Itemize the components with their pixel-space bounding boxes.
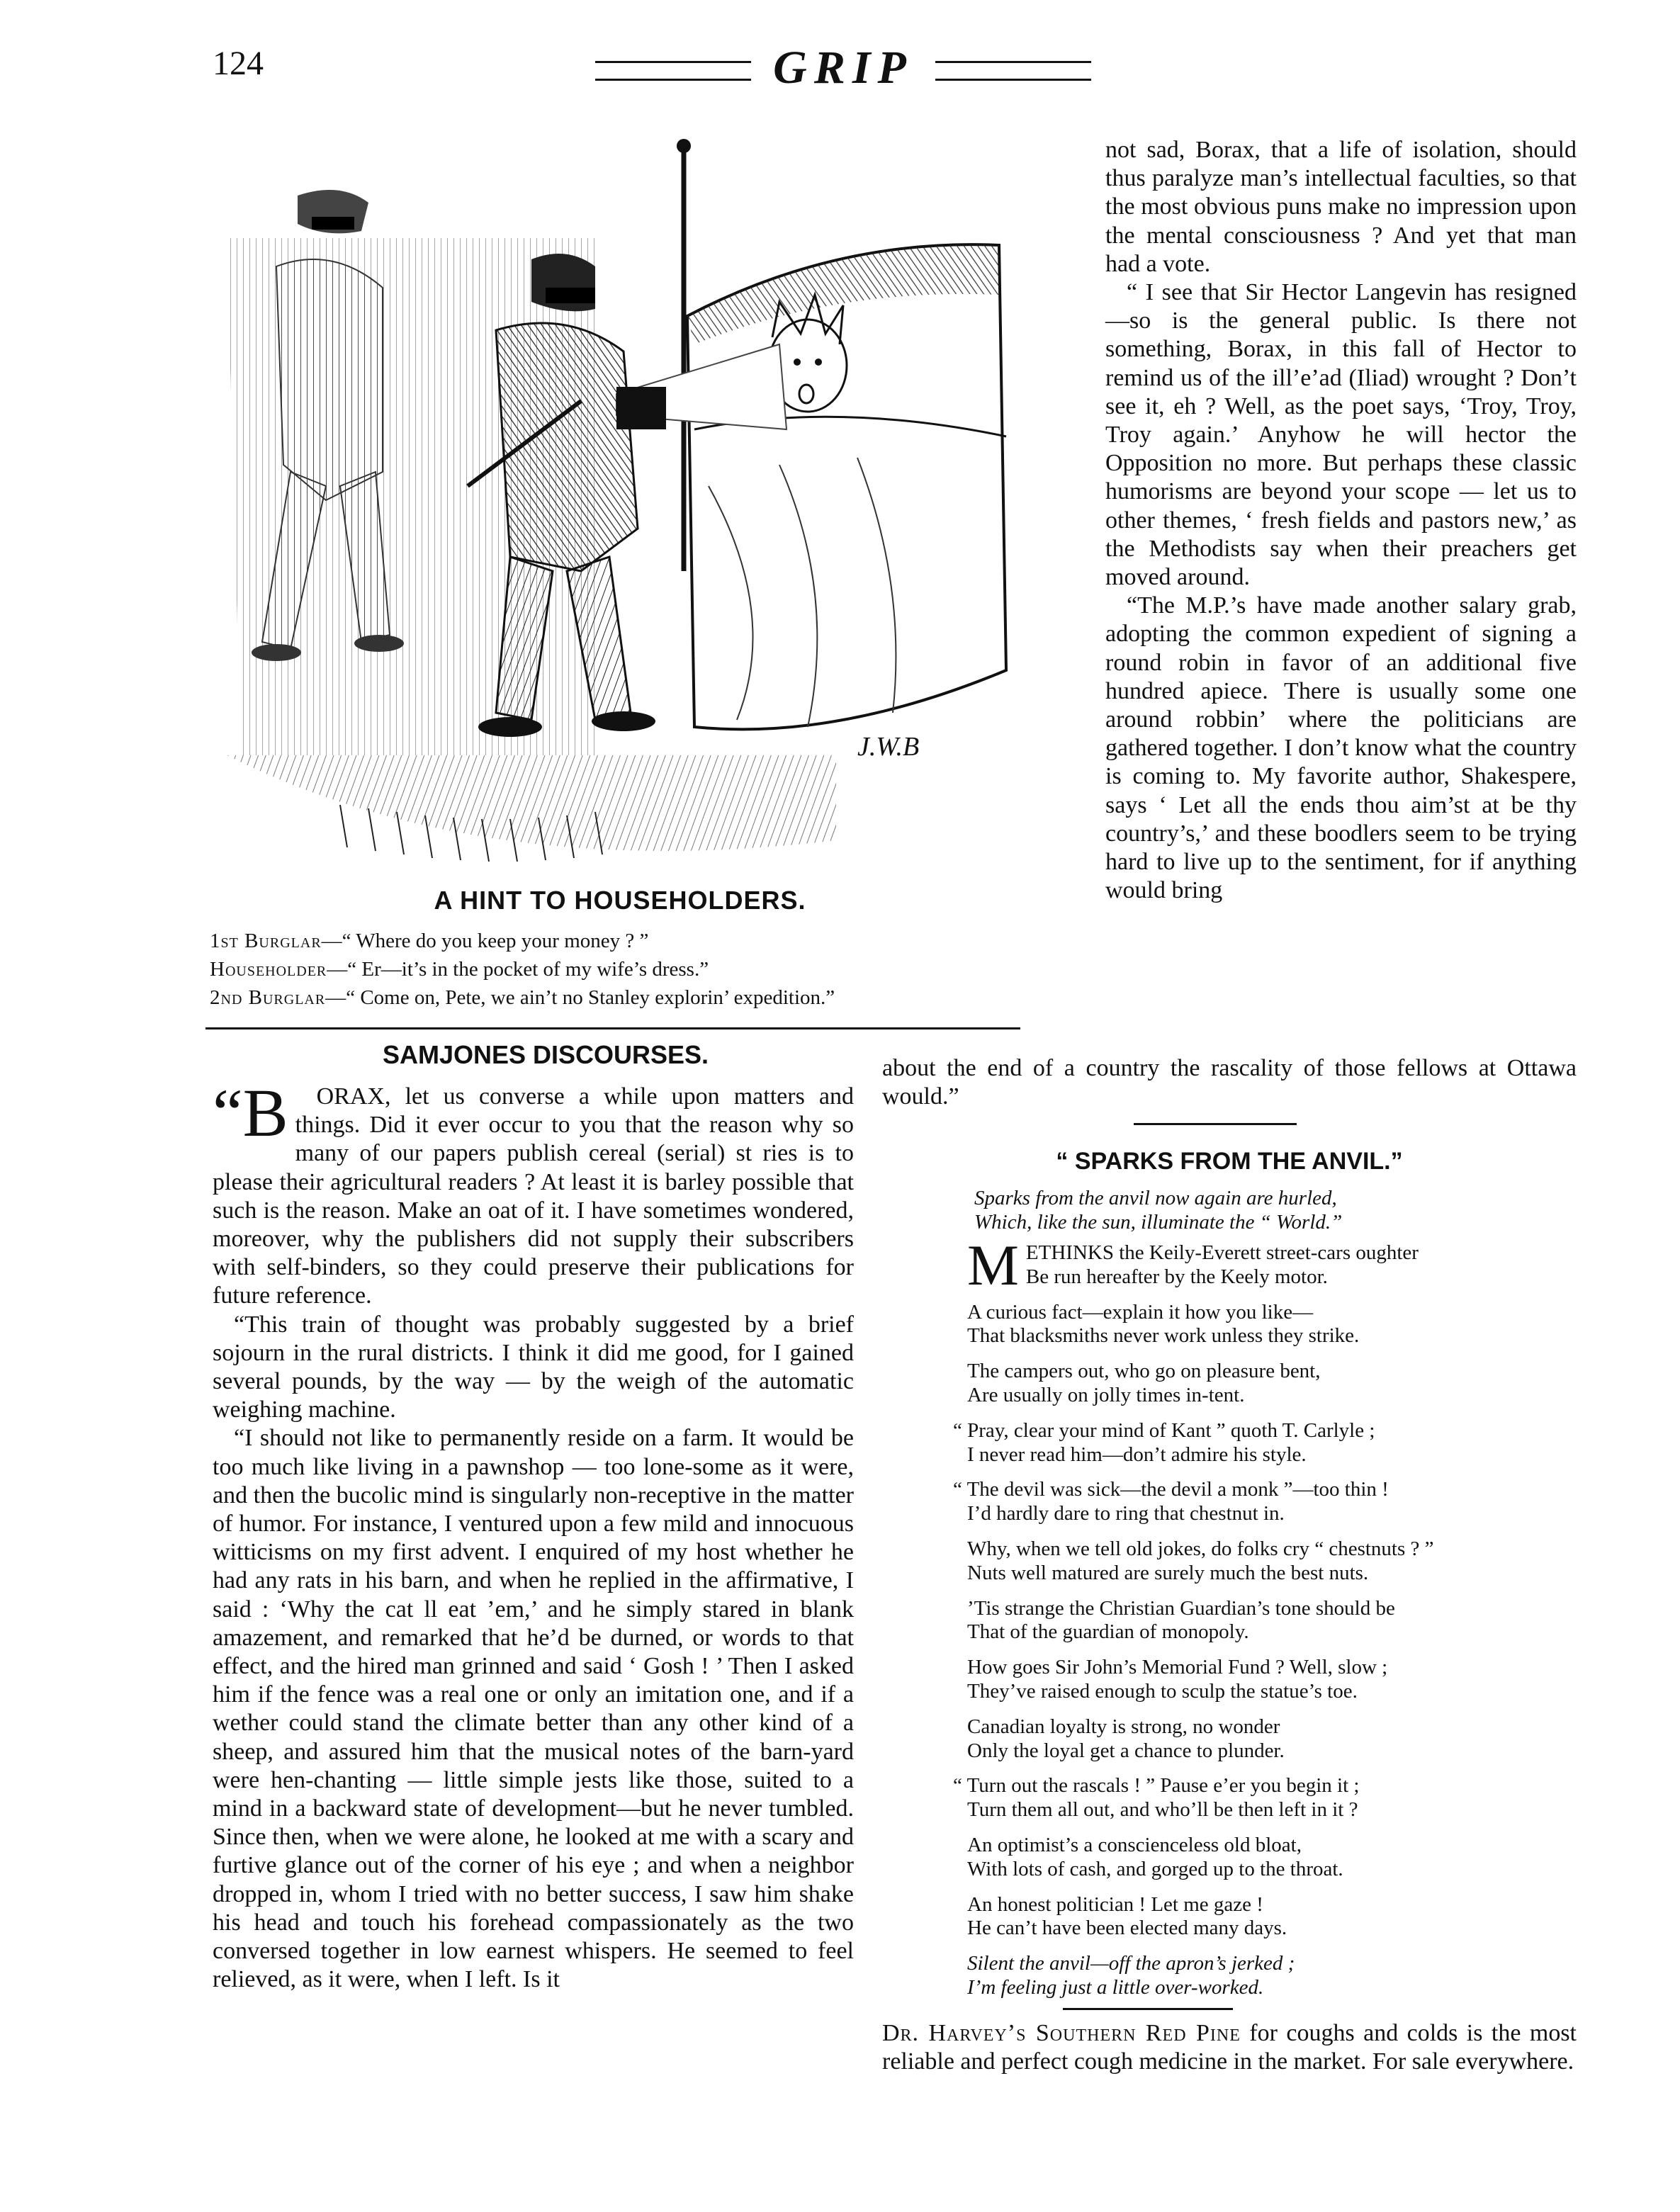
red-pine-advert bbox=[882, 2019, 1577, 2076]
advert-text: for coughs and colds is the most reliable and perfect cough medicine in the market. For sale everywhere. bbox=[882, 2020, 1577, 2075]
samjones-paragraph bbox=[213, 1075, 854, 1311]
samjones-paragraph: “I should not like to permanently reside on a farm. It would be too much like living in a pawnshop — too lone-some as it were, and then the bucolic mind is singularly non-receptive in the matter of humor. For instance, I ventured upon a few mild and innocuous witticisms on my first advent. I enquired of my host whether he had any rats in his barn, and when he replied in the affirmative, I said : ‘Why the cat ll eat ’em,’ and he simply stared in blank amazement, and remarked that he’d be durned, or words to that effect, and the hired man grinned and said ‘ Gosh ! ’ Then I asked him if the fence was a real one or only an imitation one, and if a wether could stand the climate better than any other kind of a sheep, and assured him that the musical notes of the barn-yard were hen-chanting — little simple jests like those, suited to a mind in a backward state of development—but he never tumbled. Since then, when we were alone, he looked at me with a scary and furtive glance out of the corner of his eye ; and when a neighbor dropped in, whom I tried with no better success, I saw him shake his head and touch his forehead compassionately as the two conversed together in low earnest whispers. He seemed to feel relieved, as it were, when I left. Is it bbox=[213, 1425, 854, 1993]
poem-line: An honest politician ! Let me gaze ! bbox=[967, 1892, 1263, 1916]
advert-brand: Dr. Harvey’s Southern Red Pine bbox=[882, 2020, 1241, 2046]
poem-line: “ Turn out the rascals ! ” Pause e’er you begin it ; bbox=[953, 1774, 1360, 1798]
poem-line: How goes Sir John’s Memorial Fund ? Well, slow ; bbox=[967, 1656, 1388, 1679]
dialog-text: —“ Come on, Pete, we ain’t no Stanley explorin’ expedition.” bbox=[325, 986, 835, 1009]
poem-dropcap: M bbox=[967, 1233, 1019, 1297]
dialog-line-2 bbox=[210, 958, 709, 981]
poem-stanza bbox=[967, 1360, 1562, 1408]
dialog-text: —“ Where do you keep your money ? ” bbox=[321, 930, 649, 952]
poem-stanza bbox=[967, 1952, 1562, 2000]
samjones-continued-column bbox=[1105, 136, 1577, 905]
poem-line: A curious fact—explain it how you like— bbox=[967, 1300, 1314, 1324]
samjones-headline: SAMJONES DISCOURSES. bbox=[382, 1040, 709, 1069]
poem-stanza bbox=[967, 1715, 1562, 1764]
samjones-paragraph: “The M.P.’s have made another salary grab, adopting the common expedient of signing a round robin in favor of an additional five hundred apiece. There is usually some one around robbin’ where the politicians are gathered together. I don’t know what the country is coming to. My favorite author, Shakespere, says ‘ Let all the ends thou aim’st at be thy country’s,’ and these boodlers seem to be trying hard to live up to the sentiment, for if anything would bring bbox=[1105, 592, 1577, 904]
poem-line: “ Pray, clear your mind of Kant ” quoth T. Carlyle ; bbox=[953, 1418, 1375, 1442]
masthead-rule-right bbox=[935, 61, 1091, 81]
epigraph-line: Sparks from the anvil now again are hurled, bbox=[974, 1187, 1337, 1209]
poem-line: “ The devil was sick—the devil a monk ”—too thin ! bbox=[953, 1478, 1389, 1501]
samjones-paragraph: “ I see that Sir Hector Langevin has resigned—so is the general public. Is there not something, Borax, in this fall of Hector to remind us of the ill’e’ad (Iliad) wrought ? Don’t see it, eh ? Well, as the poet says, ‘Troy, Troy, Troy again.’ Anyhow he will hector the Opposition no more. But perhaps these classic humorisms are beyond your scope — let us to other themes, ‘ fresh fields and pastors new,’ as the Methodists say when their preachers get moved around. bbox=[1105, 279, 1577, 591]
poem-line: Why, when we tell old jokes, do folks cry “ chestnuts ? ” bbox=[967, 1537, 1434, 1560]
dialog-text: —“ Er—it’s in the pocket of my wife’s dress.” bbox=[327, 958, 709, 981]
poem-line: That of the guardian of monopoly. bbox=[967, 1620, 1249, 1644]
burglar-cartoon-illustration bbox=[198, 132, 1049, 897]
page-number: 124 bbox=[213, 45, 264, 82]
poem-line: I’m feeling just a little over-worked. bbox=[967, 1975, 1264, 1999]
dropcap-letter: B bbox=[242, 1075, 288, 1151]
poem-stanza bbox=[967, 1301, 1562, 1349]
poem-line: He can’t have been elected many days. bbox=[967, 1917, 1287, 1940]
samjones-closing-line: about the end of a country the rascality of those fellows at Ottawa would.” bbox=[882, 1055, 1577, 1110]
paragraph-text: ORAX, let us converse a while upon matters and things. Did it ever occur to you that the reason why so many of our papers publish cereal (serial) st ries is to please their agricultural readers ? At least it is barley possible that such is the reason. Make an oat of it. I have sometimes wondered, moreover, why the publishers did not supply their subscribers with self-binders, so they could preserve their publications for future reference. bbox=[213, 1083, 854, 1309]
poem-stanza bbox=[967, 1834, 1562, 1882]
masthead-title: GRIP bbox=[773, 42, 913, 94]
poem-line: Be run hereafter by the Keely motor. bbox=[1025, 1265, 1328, 1288]
poem-stanza bbox=[967, 1656, 1562, 1704]
section-divider bbox=[1063, 2008, 1233, 2010]
poem-line: Only the loyal get a chance to plunder. bbox=[967, 1739, 1285, 1762]
dialog-line-1 bbox=[210, 930, 648, 953]
masthead-rule-left bbox=[595, 61, 751, 81]
poem-stanza bbox=[967, 1893, 1562, 1941]
poem-stanza bbox=[967, 1537, 1562, 1586]
dialog-speaker: 2nd Burglar bbox=[210, 986, 326, 1009]
samjones-dropcap bbox=[191, 1075, 288, 1151]
poem-line: Turn them all out, and who’ll be then left in it ? bbox=[967, 1798, 1358, 1822]
poem-line: I never read him—don’t admire his style. bbox=[967, 1443, 1307, 1466]
caption-divider bbox=[205, 1027, 1020, 1029]
poem-line: That blacksmiths never work unless they strike. bbox=[967, 1324, 1360, 1348]
poem-stanza bbox=[967, 1233, 1562, 1297]
samjones-article-body bbox=[213, 1075, 854, 1994]
poem-line: An optimist’s a conscienceless old bloat, bbox=[967, 1833, 1302, 1856]
poem-line: Canadian loyalty is strong, no wonder bbox=[967, 1715, 1280, 1738]
cartoon-caption-title: A HINT TO HOUSEHOLDERS. bbox=[434, 886, 806, 915]
anvil-headline: “ SPARKS FROM THE ANVIL.” bbox=[1056, 1148, 1403, 1175]
poem-stanza bbox=[953, 1774, 1562, 1822]
samjones-paragraph: not sad, Borax, that a life of isolation, should thus paralyze man’s intellectual faculties, so that the most obvious puns make no impression upon the mental consciousness ? And yet that man had a vote. bbox=[1105, 137, 1577, 277]
anvil-epigraph bbox=[974, 1186, 1555, 1234]
section-divider bbox=[1134, 1123, 1297, 1125]
poem-line: ETHINKS the Keily-Everett street-cars oughter bbox=[1025, 1241, 1419, 1264]
poem-line: ’Tis strange the Christian Guardian’s tone should be bbox=[967, 1596, 1395, 1620]
poem-line: With lots of cash, and gorged up to the throat. bbox=[967, 1857, 1343, 1880]
poem-line: I’d hardly dare to ring that chestnut in. bbox=[967, 1502, 1285, 1525]
dialog-speaker: 1st Burglar bbox=[210, 930, 322, 952]
open-quote: “ bbox=[213, 1075, 243, 1151]
poem-stanza bbox=[953, 1478, 1562, 1526]
poem-line: Silent the anvil—off the apron’s jerked ; bbox=[967, 1952, 1295, 1975]
dialog-line-3 bbox=[210, 986, 835, 1010]
poem-line: The campers out, who go on pleasure bent, bbox=[967, 1360, 1321, 1383]
poem-line: They’ve raised enough to sculp the statue’s toe. bbox=[967, 1679, 1358, 1703]
dialog-speaker: Householder bbox=[210, 958, 327, 981]
artist-signature: J.W.B bbox=[857, 732, 920, 762]
epigraph-line: Which, like the sun, illuminate the “ World.” bbox=[974, 1211, 1343, 1234]
samjones-paragraph: “This train of thought was probably suggested by a brief sojourn in the rural districts. I think it did me good, for I gained several pounds, by the way — by the weigh of the automatic weighing machine. bbox=[213, 1311, 854, 1423]
poem-line: Are usually on jolly times in-tent. bbox=[967, 1383, 1245, 1406]
poem-line: Nuts well matured are surely much the best nuts. bbox=[967, 1561, 1369, 1584]
masthead bbox=[595, 41, 1091, 98]
poem-stanza bbox=[953, 1419, 1562, 1467]
anvil-poem bbox=[953, 1233, 1562, 2011]
poem-stanza bbox=[967, 1597, 1562, 1645]
